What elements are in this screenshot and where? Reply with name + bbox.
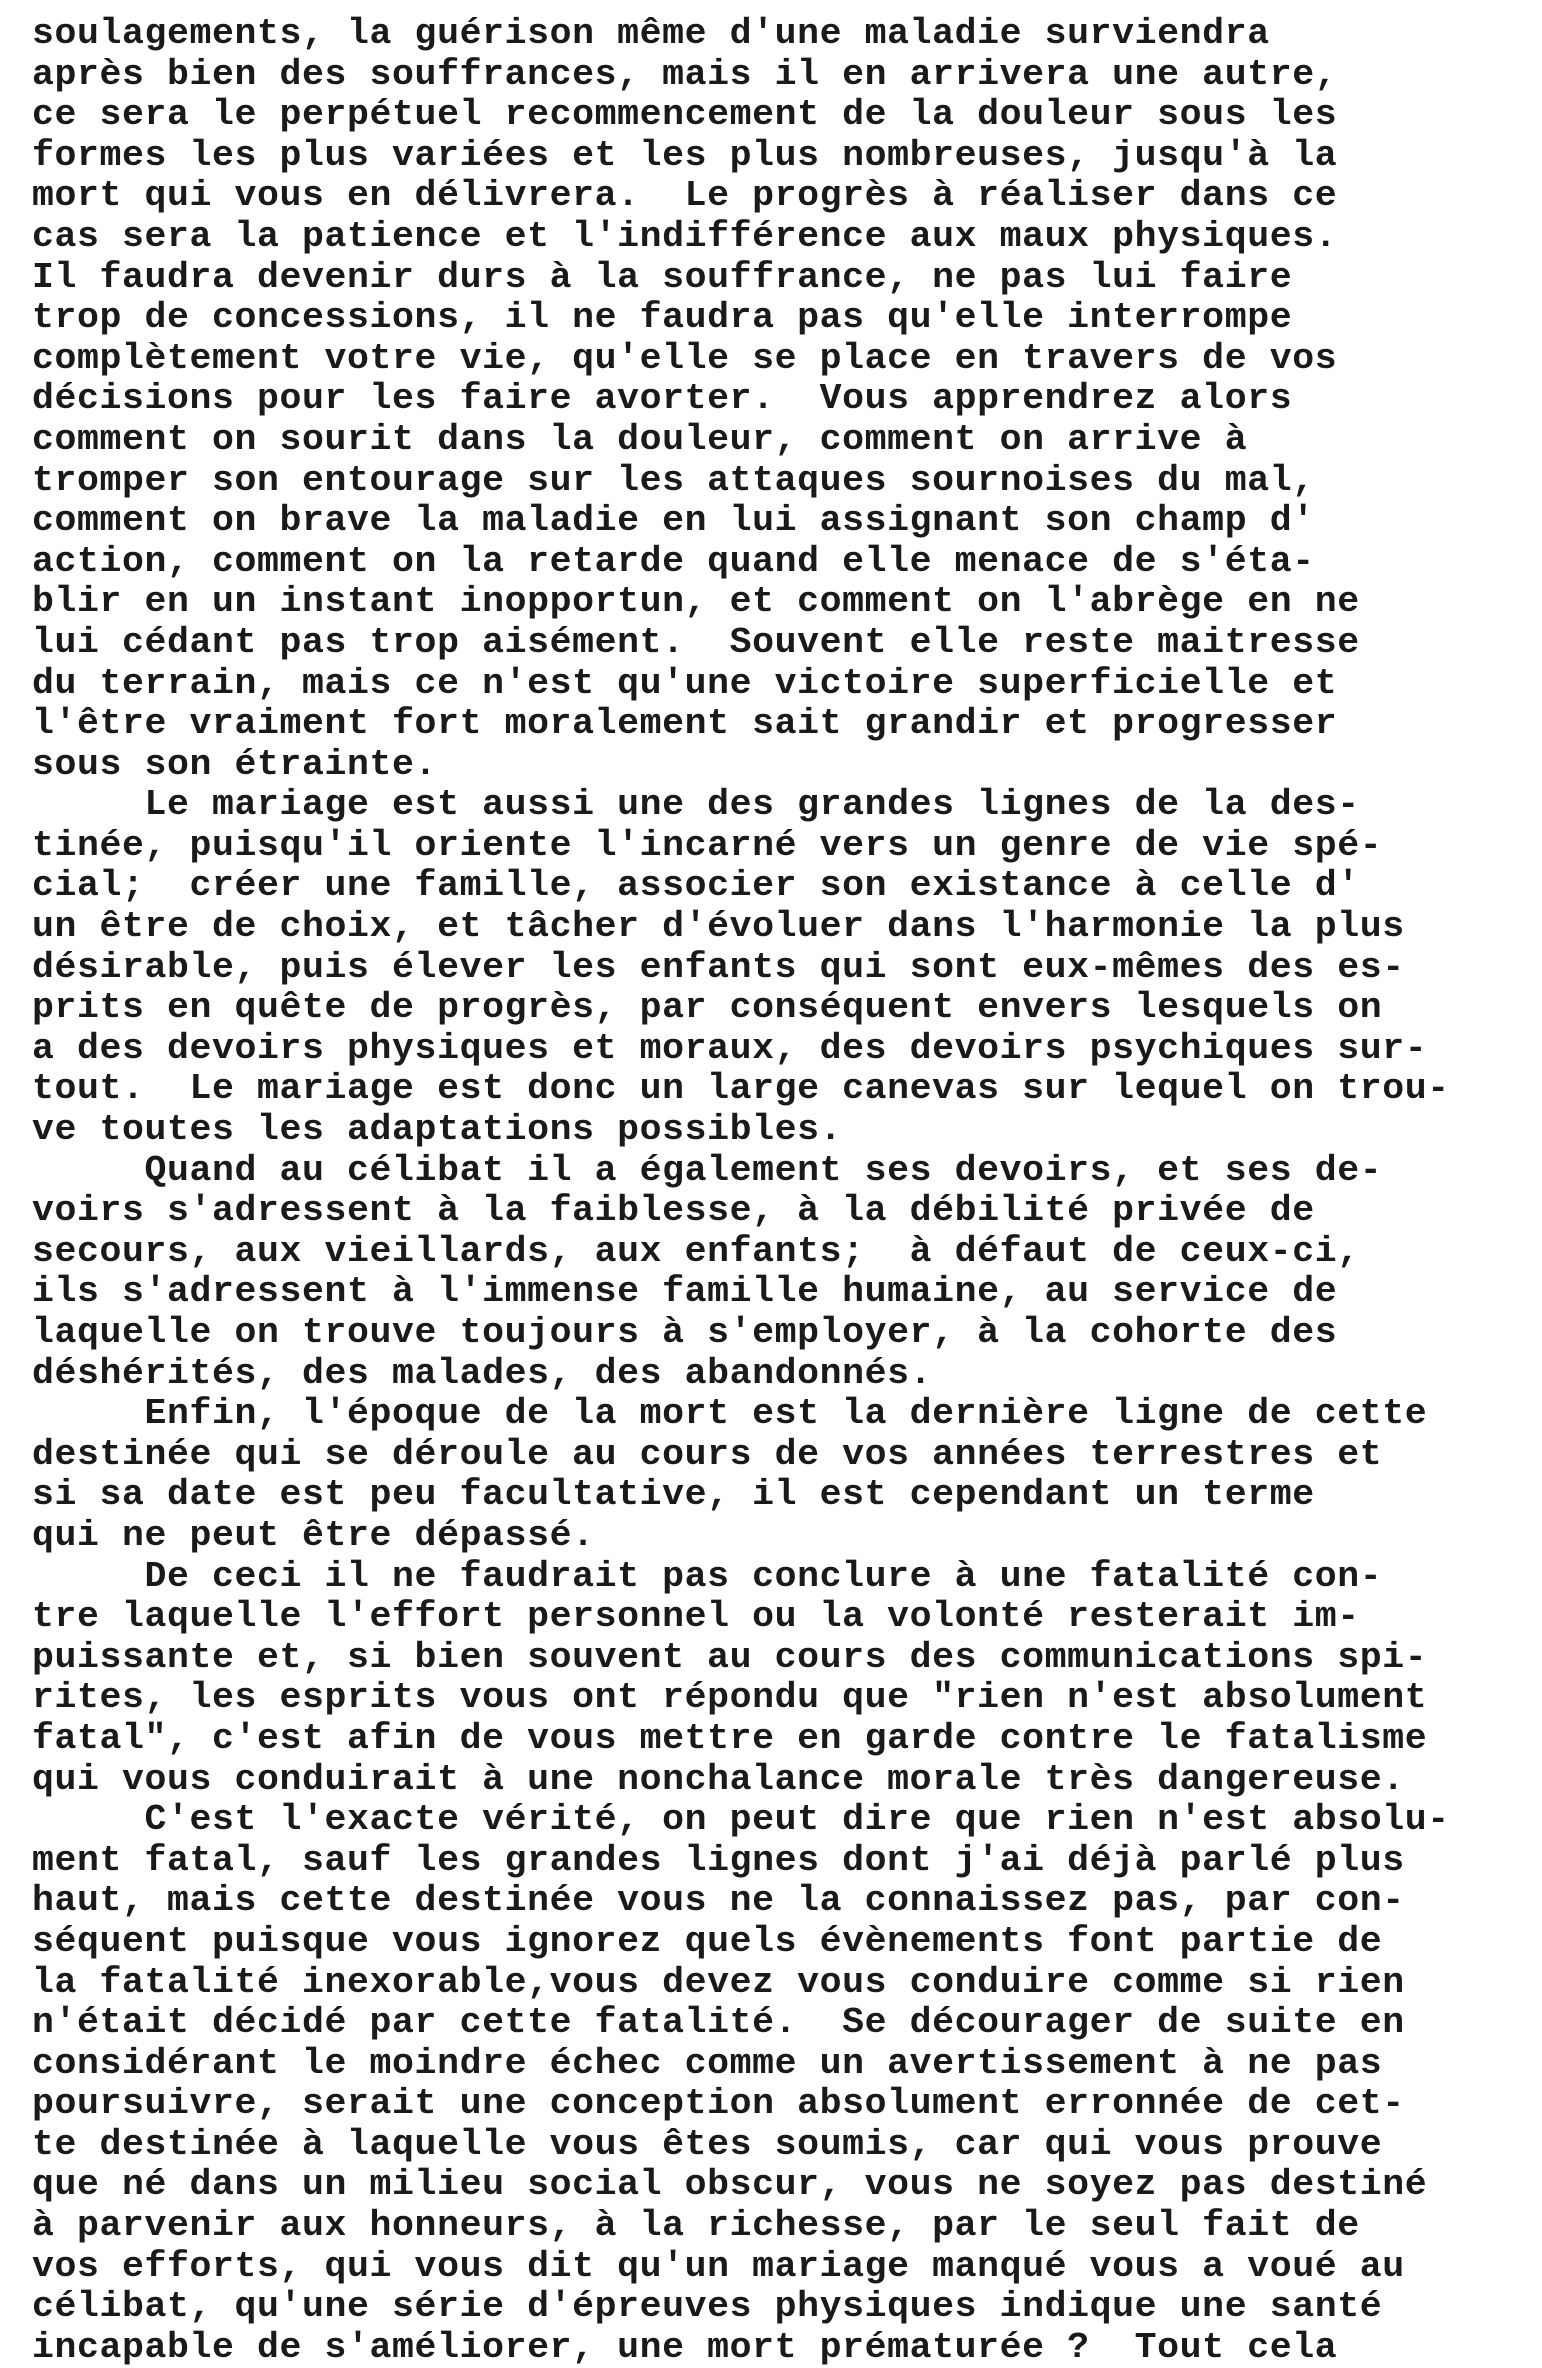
- text-line: rites, les esprits vous ont répondu que "rien n'est absolument: [32, 1677, 1428, 1719]
- text-line: action, comment on la retarde quand elle menace de s'éta-: [32, 540, 1315, 582]
- text-line: considérant le moindre échec comme un avertissement à ne pas: [32, 2042, 1383, 2084]
- text-line: n'était décidé par cette fatalité. Se décourager de suite en: [32, 2002, 1405, 2044]
- document-body-text: [32, 14, 1522, 2368]
- text-line: soulagements, la guérison même d'une maladie surviendra: [32, 13, 1270, 54]
- text-line: tre laquelle l'effort personnel ou la volonté resterait im-: [32, 1596, 1360, 1638]
- text-line: un être de choix, et tâcher d'évoluer dans l'harmonie la plus: [32, 906, 1405, 948]
- text-line: formes les plus variées et les plus nombreuses, jusqu'à la: [32, 134, 1338, 176]
- text-line: déshérités, des malades, des abandonnés.: [32, 1352, 933, 1394]
- text-line: mort qui vous en délivrera. Le progrès à réaliser dans ce: [32, 175, 1338, 217]
- text-line: la fatalité inexorable,vous devez vous conduire comme si rien: [32, 1961, 1405, 2003]
- text-line: cas sera la patience et l'indifférence aux maux physiques.: [32, 215, 1338, 257]
- text-line: qui vous conduirait à une nonchalance morale très dangereuse.: [32, 1758, 1405, 1800]
- text-line: poursuivre, serait une conception absolument erronnée de cet-: [32, 2083, 1405, 2125]
- text-line: tromper son entourage sur les attaques sournoises du mal,: [32, 459, 1315, 501]
- text-line: a des devoirs physiques et moraux, des devoirs psychiques sur-: [32, 1027, 1428, 1069]
- text-line: te destinée à laquelle vous êtes soumis, car qui vous prouve: [32, 2123, 1383, 2165]
- text-line: secours, aux vieillards, aux enfants; à défaut de ceux-ci,: [32, 1230, 1360, 1272]
- text-line: ve toutes les adaptations possibles.: [32, 1109, 843, 1151]
- text-line: vos efforts, qui vous dit qu'un mariage manqué vous a voué au: [32, 2245, 1405, 2287]
- text-line: De ceci il ne faudrait pas conclure à une fatalité con-: [32, 1555, 1383, 1597]
- text-line: incapable de s'améliorer, une mort prématurée ? Tout cela: [32, 2326, 1338, 2368]
- text-line: l'être vraiment fort moralement sait grandir et progresser: [32, 703, 1338, 745]
- text-line: tinée, puisqu'il oriente l'incarné vers un genre de vie spé-: [32, 824, 1383, 866]
- text-line: ment fatal, sauf les grandes lignes dont j'ai déjà parlé plus: [32, 1839, 1405, 1881]
- text-line: ils s'adressent à l'immense famille humaine, au service de: [32, 1271, 1338, 1313]
- text-line: Enfin, l'époque de la mort est la dernière ligne de cette: [32, 1393, 1428, 1435]
- text-line: cial; créer une famille, associer son existance à celle d': [32, 865, 1360, 907]
- text-line: prits en quête de progrès, par conséquent envers lesquels on: [32, 987, 1383, 1029]
- text-line: puissante et, si bien souvent au cours des communications spi-: [32, 1636, 1428, 1678]
- text-line: si sa date est peu facultative, il est cependant un terme: [32, 1474, 1315, 1516]
- text-line: que né dans un milieu social obscur, vous ne soyez pas destiné: [32, 2164, 1428, 2206]
- text-line: Quand au célibat il a également ses devoirs, et ses de-: [32, 1149, 1383, 1191]
- text-line: séquent puisque vous ignorez quels évènements font partie de: [32, 1920, 1383, 1962]
- text-line: fatal", c'est afin de vous mettre en garde contre le fatalisme: [32, 1717, 1428, 1759]
- text-line: qui ne peut être dépassé.: [32, 1514, 595, 1556]
- text-line: décisions pour les faire avorter. Vous apprendrez alors: [32, 378, 1293, 420]
- text-line: complètement votre vie, qu'elle se place en travers de vos: [32, 337, 1338, 379]
- text-line: comment on brave la maladie en lui assignant son champ d': [32, 500, 1315, 542]
- text-line: lui cédant pas trop aisément. Souvent elle reste maitresse: [32, 621, 1360, 663]
- text-line: C'est l'exacte vérité, on peut dire que rien n'est absolu-: [32, 1799, 1450, 1841]
- text-line: à parvenir aux honneurs, à la richesse, par le seul fait de: [32, 2205, 1360, 2247]
- text-line: Le mariage est aussi une des grandes lignes de la des-: [32, 784, 1360, 826]
- text-line: après bien des souffrances, mais il en arrivera une autre,: [32, 53, 1338, 95]
- text-line: voirs s'adressent à la faiblesse, à la débilité privée de: [32, 1190, 1315, 1232]
- text-line: célibat, qu'une série d'épreuves physiques indique une santé: [32, 2286, 1383, 2328]
- text-line: du terrain, mais ce n'est qu'une victoire superficielle et: [32, 662, 1338, 704]
- text-line: laquelle on trouve toujours à s'employer, à la cohorte des: [32, 1312, 1338, 1353]
- text-line: désirable, puis élever les enfants qui sont eux-mêmes des es-: [32, 946, 1405, 988]
- text-line: ce sera le perpétuel recommencement de la douleur sous les: [32, 94, 1338, 136]
- text-line: sous son étrainte.: [32, 743, 438, 785]
- text-line: haut, mais cette destinée vous ne la connaissez pas, par con-: [32, 1880, 1405, 1922]
- text-line: trop de concessions, il ne faudra pas qu'elle interrompe: [32, 297, 1293, 339]
- text-line: blir en un instant inopportun, et comment on l'abrège en ne: [32, 581, 1360, 623]
- text-line: tout. Le mariage est donc un large canevas sur lequel on trou-: [32, 1068, 1450, 1110]
- text-line: Il faudra devenir durs à la souffrance, ne pas lui faire: [32, 256, 1293, 298]
- text-line: destinée qui se déroule au cours de vos années terrestres et: [32, 1433, 1383, 1475]
- text-line: comment on sourit dans la douleur, comment on arrive à: [32, 418, 1248, 460]
